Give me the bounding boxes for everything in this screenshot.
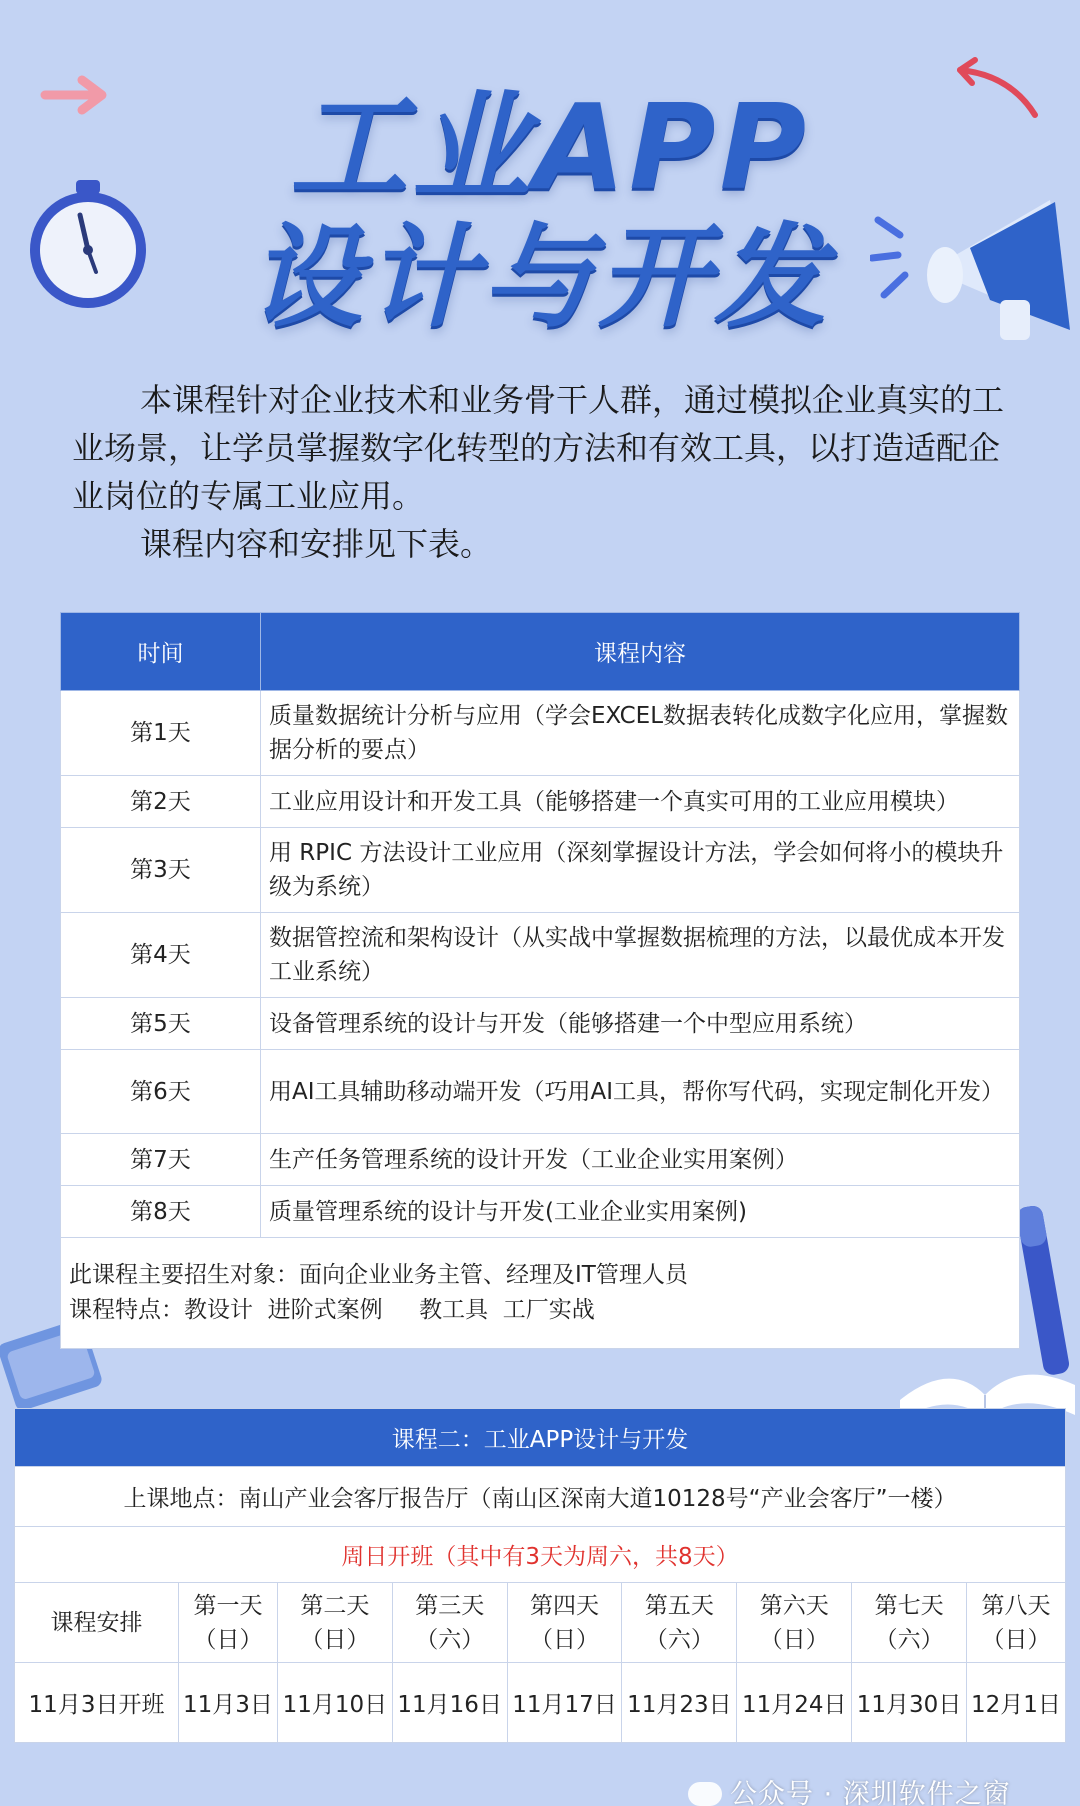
content-cell: 用 RPIC 方法设计工业应用（深刻掌握设计方法，学会如何将小的模块升级为系统） — [261, 828, 1020, 913]
wechat-icon — [688, 1782, 722, 1806]
features-text: 课程特点：教设计 进阶式案例 教工具 工厂实战 — [69, 1297, 595, 1323]
date-cell: 11月17日 — [507, 1663, 622, 1743]
day-weekday: （六） — [874, 1626, 944, 1653]
row-label: 课程安排 — [15, 1583, 179, 1663]
schedule-title: 课程二：工业APP设计与开发 — [15, 1409, 1066, 1467]
day-cell: 第8天 — [61, 1186, 261, 1238]
content-cell: 质量管理系统的设计与开发(工业企业实用案例) — [261, 1186, 1020, 1238]
table-row — [61, 1134, 1020, 1186]
schedule-table — [14, 1408, 1066, 1743]
day-header — [966, 1583, 1065, 1663]
day-header — [737, 1583, 852, 1663]
day-header — [277, 1583, 392, 1663]
title-line-1: 工业APP — [289, 78, 811, 216]
day-cell: 第5天 — [61, 998, 261, 1050]
date-cell: 12月1日 — [966, 1663, 1065, 1743]
day-weekday: （日） — [530, 1626, 600, 1653]
intro-paragraph-1: 本课程针对企业技术和业务骨干人群，通过模拟企业真实的工业场景，让学员掌握数字化转型的方法和有效工具，以打造适配企业岗位的专属工业应用。 — [72, 381, 1005, 515]
table-row — [61, 691, 1020, 776]
table-row — [61, 1186, 1020, 1238]
table-row — [61, 913, 1020, 998]
intro-paragraph-2: 课程内容和安排见下表。 — [140, 525, 493, 563]
header-time: 时间 — [61, 613, 261, 691]
day-header — [392, 1583, 507, 1663]
date-cell: 11月23日 — [622, 1663, 737, 1743]
location-row — [15, 1467, 1066, 1527]
day-header — [622, 1583, 737, 1663]
content-cell: 生产任务管理系统的设计开发（工业企业实用案例） — [261, 1134, 1020, 1186]
schedule-title-row — [15, 1409, 1066, 1467]
day-header — [507, 1583, 622, 1663]
day-weekday: （日） — [193, 1626, 263, 1653]
day-weekday: （六） — [644, 1626, 714, 1653]
table-footer-row — [61, 1238, 1020, 1349]
day-header — [852, 1583, 967, 1663]
day-weekday: （日） — [981, 1626, 1051, 1653]
intro-text — [72, 376, 1012, 568]
watermark — [688, 1772, 1011, 1806]
table-header-row — [61, 613, 1020, 691]
day-header — [179, 1583, 278, 1663]
day-name: 第一天 — [193, 1592, 263, 1619]
day-name: 第二天 — [300, 1592, 370, 1619]
audience-text: 此课程主要招生对象：面向企业业务主管、经理及IT管理人员 — [69, 1262, 688, 1288]
table-row — [61, 1050, 1020, 1134]
day-name: 第五天 — [644, 1592, 714, 1619]
date-cell: 11月16日 — [392, 1663, 507, 1743]
day-weekday: （日） — [759, 1626, 829, 1653]
day-weekday: （日） — [300, 1626, 370, 1653]
content-cell: 设备管理系统的设计与开发（能够搭建一个中型应用系统） — [261, 998, 1020, 1050]
course-content-table — [60, 612, 1020, 1349]
day-name: 第六天 — [759, 1592, 829, 1619]
day-cell: 第7天 — [61, 1134, 261, 1186]
content-cell: 用AI工具辅助移动端开发（巧用AI工具，帮你写代码，实现定制化开发） — [261, 1050, 1020, 1134]
day-cell: 第3天 — [61, 828, 261, 913]
table-row — [61, 828, 1020, 913]
content-cell: 质量数据统计分析与应用（学会EXCEL数据表转化成数字化应用，掌握数据分析的要点） — [261, 691, 1020, 776]
date-cell: 11月10日 — [277, 1663, 392, 1743]
watermark-text: 公众号 · 深圳软件之窗 — [730, 1779, 1011, 1806]
note-row — [15, 1527, 1066, 1583]
day-cell: 第4天 — [61, 913, 261, 998]
date-cell: 11月30日 — [852, 1663, 967, 1743]
table-row — [61, 776, 1020, 828]
day-name: 第七天 — [874, 1592, 944, 1619]
schedule-day-row — [15, 1583, 1066, 1663]
day-cell: 第1天 — [61, 691, 261, 776]
date-cell: 11月3日 — [179, 1663, 278, 1743]
date-cell: 11月24日 — [737, 1663, 852, 1743]
day-name: 第八天 — [981, 1592, 1051, 1619]
schedule-date-row — [15, 1663, 1066, 1743]
content-cell: 工业应用设计和开发工具（能够搭建一个真实可用的工业应用模块） — [261, 776, 1020, 828]
content-cell: 数据管控流和架构设计（从实战中掌握数据梳理的方法，以最优成本开发工业系统） — [261, 913, 1020, 998]
table-footer — [61, 1238, 1020, 1349]
table-row — [61, 998, 1020, 1050]
day-cell: 第6天 — [61, 1050, 261, 1134]
day-cell: 第2天 — [61, 776, 261, 828]
location-text: 上课地点：南山产业会客厅报告厅（南山区深南大道10128号“产业会客厅”一楼） — [15, 1467, 1066, 1527]
day-name: 第四天 — [530, 1592, 600, 1619]
schedule-note: 周日开班（其中有3天为周六，共8天） — [15, 1527, 1066, 1583]
day-weekday: （六） — [415, 1626, 485, 1653]
title-line-2: 设计与开发 — [250, 213, 830, 343]
start-label: 11月3日开班 — [15, 1663, 179, 1743]
header-content: 课程内容 — [261, 613, 1020, 691]
day-name: 第三天 — [415, 1592, 485, 1619]
